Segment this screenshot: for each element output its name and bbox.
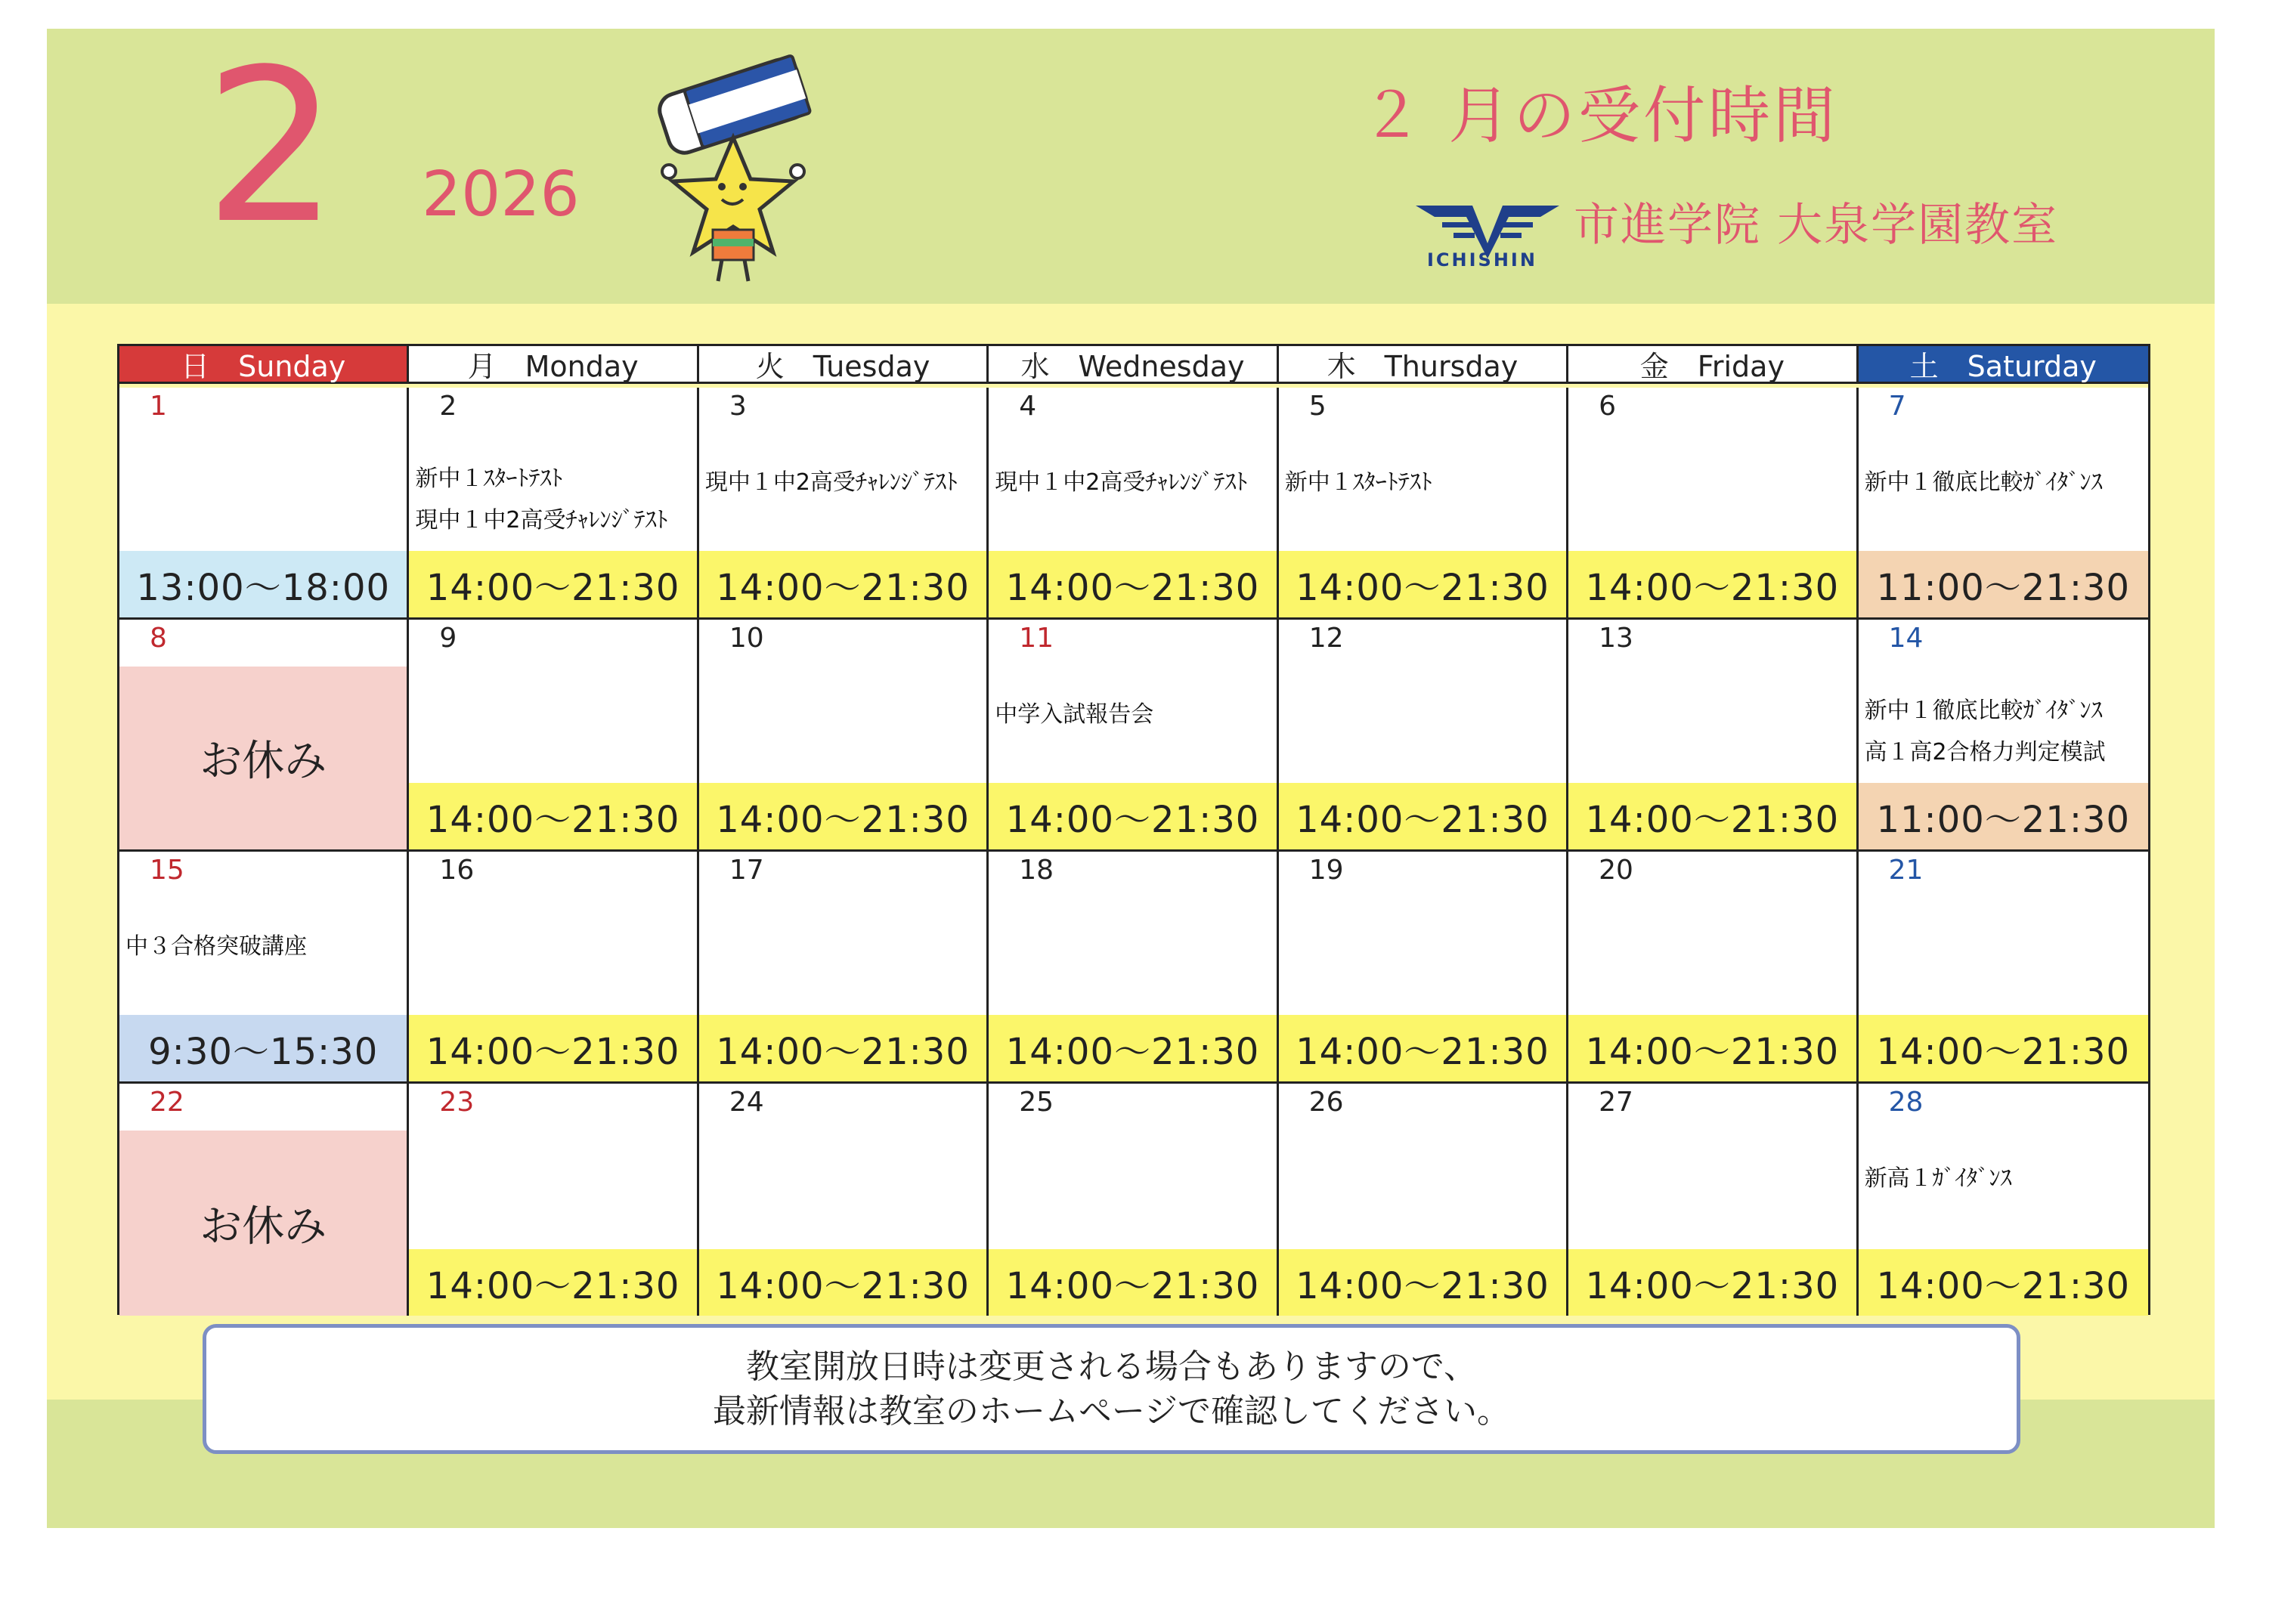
eraser-star-mascot-icon: [646, 54, 820, 296]
day-number: 2: [439, 391, 457, 422]
day-number: 3: [729, 391, 747, 422]
day-cell-18: [989, 852, 1278, 1084]
day-cell-11: [989, 620, 1278, 852]
opening-hours: 14:00～21:30: [989, 783, 1276, 849]
weekday-header-wednesday: 水 Wednesday: [989, 346, 1278, 384]
weekday-header-monday: 月 Monday: [409, 346, 698, 384]
day-cell-3: [699, 388, 989, 620]
month-number: 2: [204, 24, 339, 271]
opening-hours: 14:00～21:30: [1279, 783, 1566, 849]
day-number: 25: [1019, 1087, 1054, 1118]
opening-hours: 14:00～21:30: [1279, 551, 1566, 617]
opening-hours: 14:00～21:30: [1859, 1015, 2148, 1081]
opening-hours: 14:00～21:30: [1568, 1015, 1856, 1081]
day-cell-23: [409, 1084, 698, 1316]
day-number: 21: [1888, 855, 1924, 886]
year-label: 2026: [422, 159, 580, 230]
day-cell-9: [409, 620, 698, 852]
day-number: 7: [1888, 391, 1906, 422]
opening-hours: 14:00～21:30: [409, 1249, 696, 1316]
day-number: 27: [1599, 1087, 1633, 1118]
opening-hours: 14:00～21:30: [1568, 783, 1856, 849]
opening-hours: 14:00～21:30: [1568, 551, 1856, 617]
opening-hours: 14:00～21:30: [1279, 1015, 1566, 1081]
weekday-header-saturday: 土 Saturday: [1859, 346, 2148, 384]
day-cell-6: [1568, 388, 1858, 620]
event-label: 新中１徹底比較ｶﾞｲﾀﾞﾝｽ: [1864, 469, 2103, 496]
day-cell-28: [1859, 1084, 2148, 1316]
day-cell-27: [1568, 1084, 1858, 1316]
opening-hours: 14:00～21:30: [409, 1015, 696, 1081]
day-number: 23: [439, 1087, 475, 1118]
day-number: 24: [729, 1087, 764, 1118]
day-cell-2: [409, 388, 698, 620]
day-number: 16: [439, 855, 475, 886]
notice-box: [203, 1324, 2020, 1454]
weekday-header-friday: 金 Friday: [1568, 346, 1858, 384]
weekday-header-sunday: 日 Sunday: [119, 346, 409, 384]
opening-hours: 14:00～21:30: [699, 1015, 986, 1081]
notice-line-2: 最新情報は教室のホームページで確認してください。: [712, 1392, 1511, 1431]
event-label: 中学入試報告会: [995, 701, 1154, 728]
day-cell-4: [989, 388, 1278, 620]
day-cell-20: [1568, 852, 1858, 1084]
opening-hours: 14:00～21:30: [989, 1249, 1276, 1316]
notice-line-1: 教室開放日時は変更される場合もありますので、: [745, 1347, 1478, 1386]
opening-hours: 14:00～21:30: [409, 551, 696, 617]
opening-hours: 13:00～18:00: [119, 551, 407, 617]
opening-hours: 11:00～21:30: [1859, 783, 2148, 849]
day-number: 19: [1308, 855, 1344, 886]
day-number: 4: [1019, 391, 1037, 422]
day-cell-17: [699, 852, 989, 1084]
event-label: 新中１ｽﾀｰﾄﾃｽﾄ: [415, 466, 563, 492]
day-number: 17: [729, 855, 764, 886]
day-number: 11: [1019, 623, 1054, 654]
day-number: 9: [439, 623, 457, 654]
day-cell-1: [119, 388, 409, 620]
opening-hours: 14:00～21:30: [989, 551, 1276, 617]
opening-hours: 11:00～21:30: [1859, 551, 2148, 617]
day-number: 26: [1308, 1087, 1344, 1118]
day-number: 8: [150, 623, 167, 654]
opening-hours: 14:00～21:30: [699, 783, 986, 849]
day-number: 22: [150, 1087, 184, 1118]
event-label: 中３合格突破講座: [125, 933, 307, 960]
event-label: 現中１中2高受ﾁｬﾚﾝｼﾞﾃｽﾄ: [995, 469, 1248, 496]
day-cell-24: [699, 1084, 989, 1316]
day-number: 20: [1599, 855, 1633, 886]
calendar-grid: [117, 344, 2150, 1315]
day-cell-14: [1859, 620, 2148, 852]
event-label: 現中１中2高受ﾁｬﾚﾝｼﾞﾃｽﾄ: [415, 507, 668, 534]
day-number: 5: [1308, 391, 1327, 422]
day-cell-22: [119, 1084, 409, 1316]
closed-label: お休み: [119, 1131, 407, 1316]
weekday-header-thursday: 木 Thursday: [1279, 346, 1568, 384]
day-cell-21: [1859, 852, 2148, 1084]
day-number: 13: [1599, 623, 1633, 654]
day-cell-13: [1568, 620, 1858, 852]
day-cell-7: [1859, 388, 2148, 620]
day-cell-26: [1279, 1084, 1568, 1316]
day-cell-19: [1279, 852, 1568, 1084]
logo-wordmark: ICHISHIN: [1427, 249, 1537, 271]
opening-hours: 9:30～15:30: [119, 1015, 407, 1081]
event-label: 新中１徹底比較ｶﾞｲﾀﾞﾝｽ: [1864, 698, 2103, 724]
day-number: 12: [1308, 623, 1344, 654]
event-label: 新高１ｶﾞｲﾀﾞﾝｽ: [1864, 1165, 2012, 1192]
event-label: 現中１中2高受ﾁｬﾚﾝｼﾞﾃｽﾄ: [704, 469, 958, 496]
day-number: 18: [1019, 855, 1054, 886]
opening-hours: 14:00～21:30: [409, 783, 696, 849]
day-number: 1: [150, 391, 167, 422]
day-cell-8: [119, 620, 409, 852]
day-number: 14: [1888, 623, 1924, 654]
event-label: 新中１ｽﾀｰﾄﾃｽﾄ: [1284, 469, 1432, 496]
weekday-header-tuesday: 火 Tuesday: [699, 346, 989, 384]
day-cell-10: [699, 620, 989, 852]
day-number: 6: [1599, 391, 1617, 422]
opening-hours: 14:00～21:30: [1568, 1249, 1856, 1316]
opening-hours: 14:00～21:30: [989, 1015, 1276, 1081]
day-number: 10: [729, 623, 764, 654]
school-name: 市進学院 大泉学園教室: [1574, 199, 2059, 252]
closed-label: お休み: [119, 667, 407, 849]
opening-hours: 14:00～21:30: [1279, 1249, 1566, 1316]
opening-hours: 14:00～21:30: [699, 551, 986, 617]
event-label: 高１高2合格力判定模試: [1864, 739, 2106, 766]
day-number: 15: [150, 855, 184, 886]
day-number: 28: [1888, 1087, 1924, 1118]
day-cell-15: [119, 852, 409, 1084]
day-cell-16: [409, 852, 698, 1084]
page-title: ２ 月の受付時間: [1361, 80, 1839, 152]
opening-hours: 14:00～21:30: [699, 1249, 986, 1316]
day-cell-12: [1279, 620, 1568, 852]
day-cell-5: [1279, 388, 1568, 620]
opening-hours: 14:00～21:30: [1859, 1249, 2148, 1316]
day-cell-25: [989, 1084, 1278, 1316]
